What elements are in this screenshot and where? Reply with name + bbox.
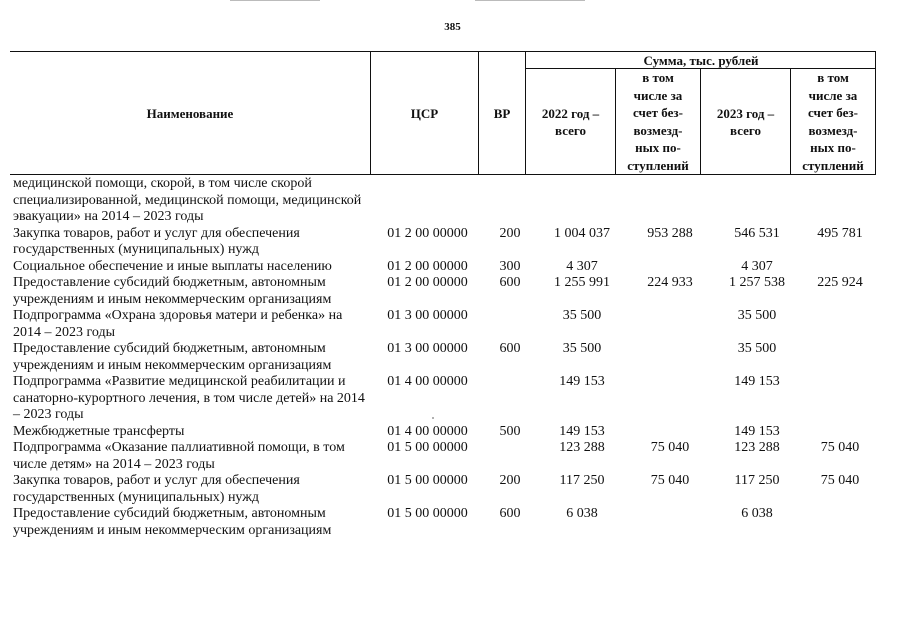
row-incl-2023: 75 040 (820, 440, 860, 455)
header-incl-2023: в том числе за счет без- возмезд- ных по- ступлений (802, 70, 864, 173)
row-sum-2022: 1 004 037 (554, 225, 610, 241)
header-vr: ВР (493, 106, 511, 121)
row-incl-2022: 224 933 (647, 275, 693, 290)
row-sum-2023: 6 038 (741, 506, 773, 521)
row-sum-2022: 149 153 (559, 374, 605, 389)
row-sum-2022: 123 288 (559, 440, 605, 455)
row-incl-2023: 75 040 (820, 473, 860, 488)
row-sum-2023: 4 307 (741, 258, 773, 274)
row-sum-2022: 4 307 (566, 258, 598, 274)
table-row (10, 424, 876, 441)
row-sum-2022: 6 038 (566, 506, 598, 521)
row-sum-2023: 117 250 (734, 473, 780, 488)
row-name: Закупка товаров, работ и услуг для обеспечения государственных (муниципальных) нужд (13, 473, 300, 505)
table-header (10, 51, 876, 175)
row-sum-2022: 35 500 (562, 308, 602, 323)
row-csr: 01 3 00 00000 (387, 341, 468, 356)
row-sum-2023: 1 257 538 (729, 275, 785, 290)
top-rule-right (475, 0, 585, 1)
row-sum-2023: 149 153 (734, 423, 780, 439)
row-sum-2023: 35 500 (737, 308, 777, 323)
header-csr: ЦСР (410, 106, 439, 121)
row-incl-2023: 225 924 (817, 275, 863, 290)
row-sum-2022: 35 500 (562, 341, 602, 356)
table-row (10, 440, 876, 473)
row-csr: 01 5 00 00000 (387, 473, 468, 488)
page-number: 385 (444, 21, 461, 33)
row-sum-2023: 149 153 (734, 374, 780, 389)
header-border-bottom (10, 174, 876, 175)
table-row (10, 341, 876, 374)
row-incl-2023: 495 781 (817, 225, 863, 241)
row-csr: 01 5 00 00000 (387, 506, 468, 521)
table-row (10, 374, 876, 424)
row-vr: 200 (499, 225, 521, 241)
row-sum-2022: 117 250 (559, 473, 605, 488)
row-csr: 01 4 00 00000 (387, 423, 468, 439)
table-row (10, 308, 876, 341)
row-sum-2023: 123 288 (734, 440, 780, 455)
row-vr: 600 (499, 275, 521, 290)
row-csr: 01 5 00 00000 (387, 440, 468, 455)
header-incl-2022: в том числе за счет без- возмезд- ных по- ступлений (627, 70, 689, 173)
header-name: Наименование (146, 106, 234, 121)
header-total-2023: 2023 год – всего (716, 106, 775, 138)
row-csr: 01 2 00 00000 (387, 258, 468, 274)
table-row (10, 506, 876, 539)
row-sum-2023: 546 531 (734, 225, 780, 241)
scan-speck (432, 417, 434, 419)
row-csr: 01 2 00 00000 (387, 225, 468, 241)
row-name: Межбюджетные трансферты (13, 423, 185, 439)
table-body (10, 176, 876, 539)
table-row (10, 275, 876, 308)
row-incl-2022: 953 288 (647, 225, 693, 241)
row-sum-2022: 1 255 991 (554, 275, 610, 290)
header-amount-group: Сумма, тыс. рублей (643, 53, 759, 68)
row-vr: 600 (499, 506, 521, 521)
row-name: Подпрограмма «Развитие медицинской реабилитации и санаторно-курортного лечения, в том числе детей» на 2014 – 2023 годы (13, 374, 365, 422)
row-csr: 01 3 00 00000 (387, 308, 468, 323)
row-incl-2022: 75 040 (650, 473, 690, 488)
row-name: Предоставление субсидий бюджетным, автономным учреждениям и иным некоммерческим организациям (13, 506, 332, 538)
row-sum-2023: 35 500 (737, 341, 777, 356)
row-sum-2022: 149 153 (559, 423, 605, 439)
table-row (10, 259, 876, 276)
row-csr: 01 4 00 00000 (387, 374, 468, 389)
table-row (10, 473, 876, 506)
row-vr: 500 (499, 423, 521, 439)
table-row (10, 176, 876, 226)
header-border-right (875, 51, 876, 175)
row-vr: 200 (499, 473, 521, 488)
row-name: медицинской помощи, скорой, в том числе скорой специализированной, медицинской помощи, медицинской эвакуации» на 2014 – 2023 годы (13, 176, 362, 224)
table-row (10, 226, 876, 259)
row-name: Предоставление субсидий бюджетным, автономным учреждениям и иным некоммерческим организациям (13, 275, 332, 307)
top-rule-left (230, 0, 320, 1)
row-name: Подпрограмма «Оказание паллиативной помощи, в том числе детям» на 2014 – 2023 годы (13, 440, 345, 472)
row-vr: 600 (499, 341, 521, 356)
row-name: Закупка товаров, работ и услуг для обеспечения государственных (муниципальных) нужд (13, 225, 300, 257)
row-incl-2022: 75 040 (650, 440, 690, 455)
header-total-2022: 2022 год – всего (541, 106, 600, 138)
row-name: Предоставление субсидий бюджетным, автономным учреждениям и иным некоммерческим организациям (13, 341, 332, 373)
row-name: Подпрограмма «Охрана здоровья матери и ребенка» на 2014 – 2023 годы (13, 308, 343, 340)
row-vr: 300 (499, 258, 521, 274)
row-csr: 01 2 00 00000 (387, 275, 468, 290)
row-name: Социальное обеспечение и иные выплаты населению (13, 258, 332, 274)
